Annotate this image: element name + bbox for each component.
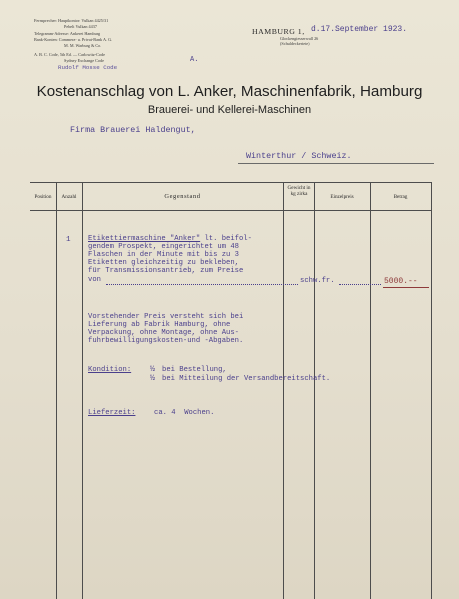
note-line: Vorstehender Preis versteht sich bei xyxy=(88,313,244,321)
lieferzeit-label: Lieferzeit: xyxy=(88,409,136,417)
contact-line: Sydney Exchange Code xyxy=(64,58,105,63)
col-rule xyxy=(431,182,432,599)
mosse-code-stamp: Rudolf Mosse Code xyxy=(58,64,118,71)
leader-dots xyxy=(106,284,298,285)
col-rule xyxy=(314,182,315,599)
city: HAMBURG 1, xyxy=(252,27,305,36)
contact-line: M. M. Warburg & Co. xyxy=(64,43,102,48)
contact-line: Bank-Konten: Commerz- u. Privat-Bank A. G. xyxy=(34,37,113,42)
item-line: für Transmissionsantrieb, zum Preise xyxy=(88,267,244,275)
item-line: Etiketten gleichzeitig zu bekleben, xyxy=(88,259,239,267)
header-betrag: Betrag xyxy=(393,194,408,200)
side-mark: A. xyxy=(190,56,199,64)
contact-line: A. B. C. Code, 5th Ed. — Carlowitz-Code xyxy=(34,52,105,57)
amount-underline xyxy=(383,287,429,288)
contact-line: Fernsprecher: Hauptkontor: Vulkan 4425/31 xyxy=(34,18,109,23)
note-line: Verpackung, ohne Montage, ohne Aus- xyxy=(88,329,239,337)
header-anzahl: Anzahl xyxy=(61,194,77,200)
document-title: Kostenanschlag von L. Anker, Maschinenfabrik, Hamburg xyxy=(36,83,423,100)
kondition-fraction: ½ xyxy=(150,373,156,383)
item-line: Flaschen in der Minute mit bis zu 3 xyxy=(88,251,239,259)
recipient-underline xyxy=(238,163,434,164)
item-amount: 5000.-- xyxy=(384,277,418,286)
kondition-fraction: ½ xyxy=(150,364,156,374)
kondition-line: bei Bestellung, xyxy=(162,366,227,374)
recipient-name: Firma Brauerei Haldengut, xyxy=(70,125,196,135)
kondition-line: bei Mitteilung der Versandbereitschaft. xyxy=(162,375,331,383)
kondition-label: Kondition: xyxy=(88,366,132,374)
col-rule xyxy=(370,182,371,599)
header-einzelpreis: Einzelpreis xyxy=(330,194,354,200)
col-rule xyxy=(283,182,284,599)
item-currency: schw.fr. xyxy=(300,277,335,285)
item-anzahl: 1 xyxy=(66,236,71,244)
date: d.17.September 1923. xyxy=(311,25,408,34)
item-line-1-rest: lt. beifol- xyxy=(200,235,252,243)
leader-dots xyxy=(339,284,381,285)
col-rule xyxy=(56,182,57,599)
item-name: Etikettiermaschine "Anker" xyxy=(88,235,201,243)
item-line: gendem Prospekt, eingerichtet um 48 xyxy=(88,243,239,251)
note-line: fuhrbewilligungskosten-und -Abgaben. xyxy=(88,337,244,345)
col-rule xyxy=(82,182,83,599)
table-header-rule xyxy=(30,210,432,211)
contact-line: Telegramm-Adresse: Ankerei Hamburg xyxy=(34,31,101,36)
lieferzeit-value: ca. 4 Wochen. xyxy=(154,409,215,417)
note-line: Lieferung ab Fabrik Hamburg, ohne xyxy=(88,321,231,329)
recipient-location: Winterthur / Schweiz. xyxy=(246,151,352,161)
header-position: Position xyxy=(34,194,52,200)
item-line: von xyxy=(88,276,101,284)
contact-line: Pebelt Vulkan 4437 xyxy=(64,24,97,29)
table-top-rule xyxy=(30,182,432,183)
street-note: (Schuldeckeriete) xyxy=(280,41,310,46)
header-gegenstand: Gegenstand xyxy=(164,193,201,200)
street: Glockengiesserwall 26 xyxy=(280,36,319,41)
header-gewicht: Gewicht in kg zirka xyxy=(287,185,311,198)
document-subtitle: Brauerei- und Kellerei-Maschinen xyxy=(147,104,312,116)
